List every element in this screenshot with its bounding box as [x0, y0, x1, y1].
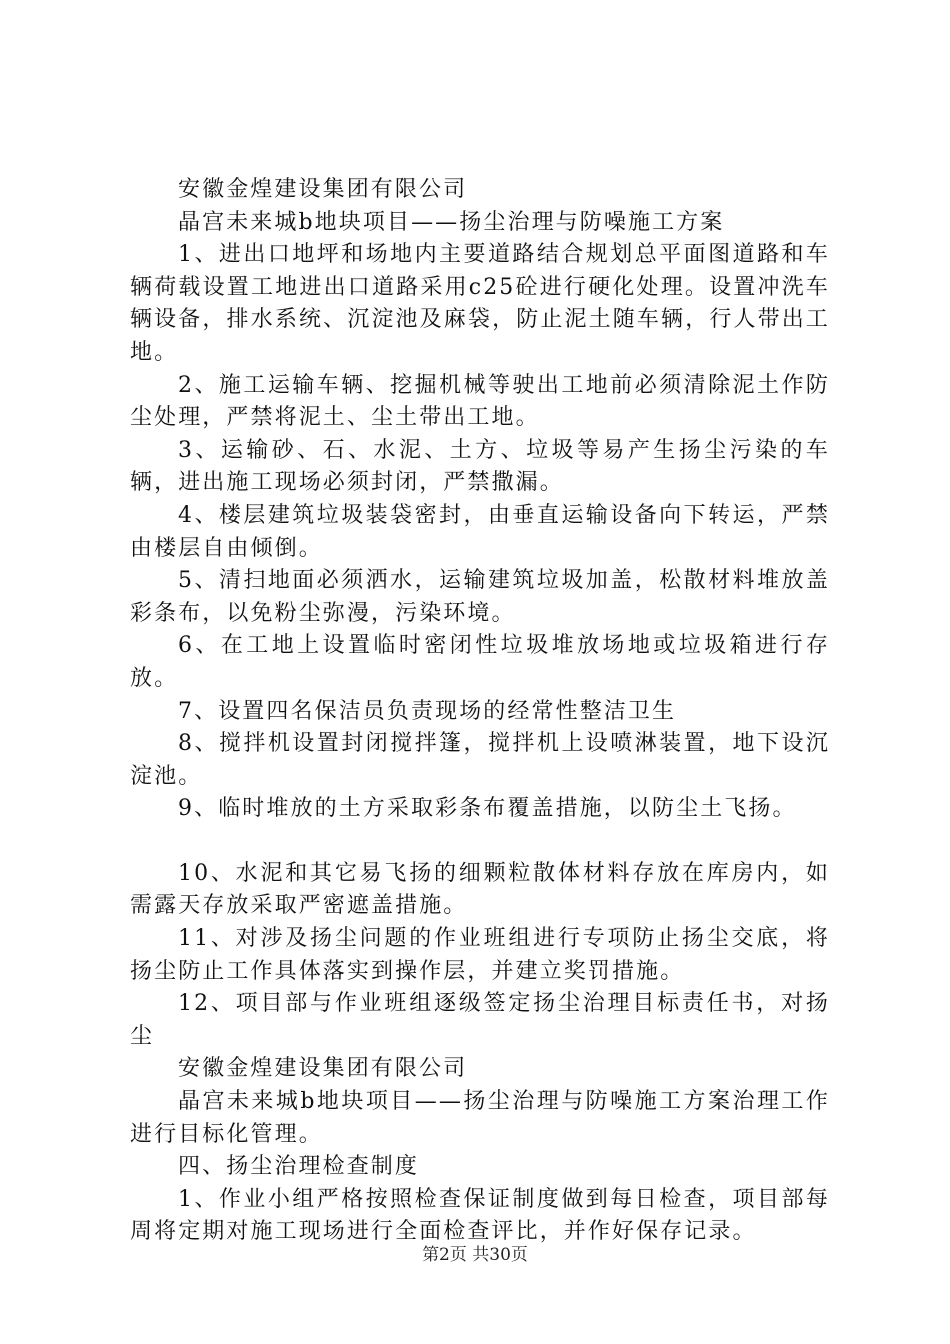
- paragraph-item-10: 10、水泥和其它易飞扬的细颗粒散体材料存放在库房内，如需露天存放采取严密遮盖措施。: [130, 860, 830, 919]
- paragraph-item-4: 4、楼层建筑垃圾装袋密封，由垂直运输设备向下转运，严禁由楼层自由倾倒。: [130, 502, 830, 561]
- project-title-heading: 晶宫未来城b地块项目——扬尘治理与防噪施工方案: [178, 209, 725, 235]
- document-body: [130, 174, 830, 1249]
- page-number-footer: 第2页 共30页: [422, 1245, 528, 1265]
- company-name-heading: 安徽金煌建设集团有限公司: [178, 177, 468, 202]
- paragraph-item-6: 6、在工地上设置临时密闭性垃圾堆放场地或垃圾箱进行存放。: [130, 633, 830, 691]
- paragraph-item-11: 11、对涉及扬尘问题的作业班组进行专项防止扬尘交底，将扬尘防止工作具体落实到操作层，并建立奖罚措施。: [130, 926, 830, 984]
- inspection-item-1: 1、作业小组严格按照检查保证制度做到每日检查，项目部每周将定期对施工现场进行全面检查评比，并作好保存记录。: [130, 1186, 830, 1245]
- paragraph-item-9: 9、临时堆放的土方采取彩条布覆盖措施，以防尘土飞扬。: [178, 796, 797, 822]
- section-heading-inspection: 四、扬尘治理检查制度: [178, 1154, 420, 1180]
- company-name-repeat: 安徽金煌建设集团有限公司: [178, 1056, 468, 1082]
- paragraph-item-7: 7、设置四名保洁员负责现场的经常性整洁卫生: [178, 698, 677, 724]
- paragraph-item-8: 8、搅拌机设置封闭搅拌篷，搅拌机上设喷淋装置，地下设沉淀池。: [130, 731, 830, 789]
- project-title-continuation: 晶宫未来城b地块项目——扬尘治理与防噪施工方案治理工作进行目标化管理。: [130, 1089, 830, 1147]
- paragraph-item-3: 3、运输砂、石、水泥、土方、垃圾等易产生扬尘污染的车辆，进出施工现场必须封闭，严禁撒漏。: [130, 437, 830, 496]
- paragraph-item-5: 5、清扫地面必须洒水，运输建筑垃圾加盖，松散材料堆放盖彩条布，以免粉尘弥漫，污染环境。: [130, 568, 830, 626]
- blank-line: [130, 826, 830, 858]
- paragraph-item-2: 2、施工运输车辆、挖掘机械等驶出工地前必须清除泥土作防尘处理，严禁将泥土、尘土带出工地。: [130, 372, 830, 431]
- paragraph-item-12: 12、项目部与作业班组逐级签定扬尘治理目标责任书，对扬尘: [130, 991, 830, 1049]
- paragraph-item-1: 1、进出口地坪和场地内主要道路结合规划总平面图道路和车辆荷载设置工地进出口道路采用c25砼进行硬化处理。设置冲洗车辆设备，排水系统、沉淀池及麻袋，防止泥土随车辆，行人带出工地。: [130, 242, 830, 365]
